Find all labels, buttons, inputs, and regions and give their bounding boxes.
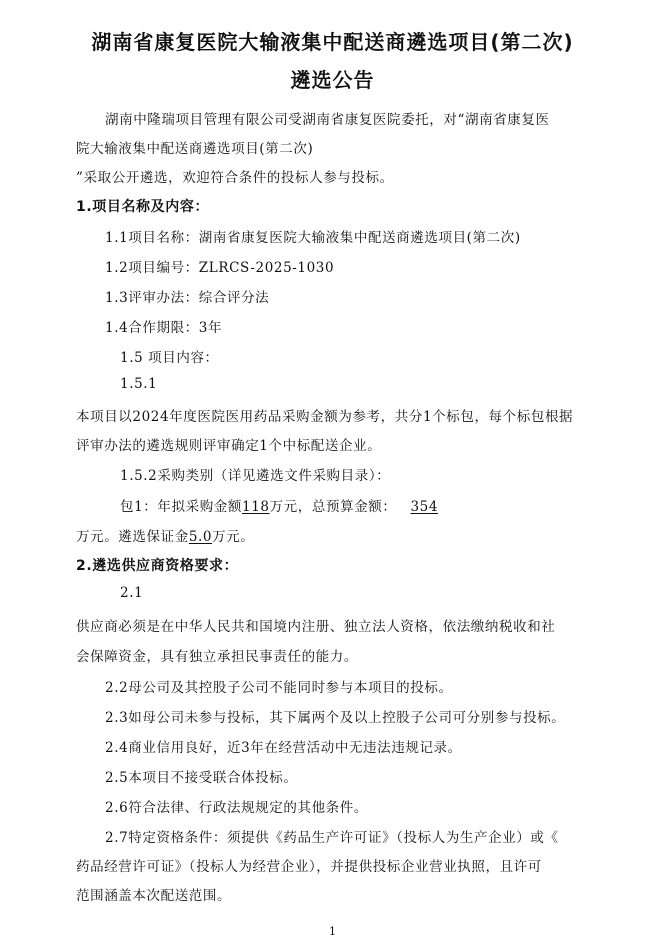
total-budget-field	[396, 499, 452, 515]
total-budget-value: 354	[410, 499, 439, 515]
item-2-6: 2.6符合法律、行政法规规定的其他条件。	[105, 800, 368, 816]
item-1-3: 1.3评审办法：综合评分法	[105, 290, 270, 306]
item-2-2: 2.2母公司及其控股子公司不能同时参与本项目的投标。	[105, 680, 453, 696]
item-2-1-text: 供应商必须是在中华人民共和国境内注册、独立法人资格，依法缴纳税收和社	[76, 619, 556, 635]
section-1-heading: 1.项目名称及内容：	[76, 199, 210, 215]
item-1-5-1-text: 评审办法的遴选规则评审确定1个中标配送企业。	[76, 438, 382, 454]
item-2-7-text: 药品经营许可证》（投标人为经营企业），并提供投标企业营业执照，且许可	[76, 859, 542, 875]
package-line	[120, 495, 452, 515]
item-1-5-1: 1.5.1	[120, 376, 158, 392]
intro-paragraph-line: ”采取公开遴选，欢迎符合条件的投标人参与投标。	[76, 170, 394, 186]
section-2-heading: 2.遴选供应商资格要求：	[76, 558, 239, 574]
item-2-7-text: 范围涵盖本次配送范围。	[76, 888, 232, 904]
item-2-1: 2.1	[120, 585, 144, 601]
package-prefix: 包1：年拟采购金额	[120, 499, 242, 515]
item-1-5-1-text: 本项目以2024年度医院医用药品采购金额为参考，共分1个标包，每个标包根据	[76, 409, 574, 425]
annual-amount-value: 118	[242, 499, 270, 515]
item-1-5-2: 1.5.2采购类别（详见遴选文件采购目录）：	[120, 468, 391, 484]
item-2-3: 2.3如母公司未参与投标，其下属两个及以上控股子公司可分别参与投标。	[105, 710, 566, 726]
item-2-7: 2.7特定资格条件：须提供《药品生产许可证》（投标人为生产企业）或《	[105, 830, 559, 846]
intro-paragraph-line: 湖南中隆瑞项目管理有限公司受湖南省康复医院委托，对“湖南省康复医	[105, 112, 550, 128]
deposit-suffix: 万元。	[212, 529, 255, 545]
document-subtitle: 遴选公告	[290, 68, 375, 92]
item-1-1: 1.1项目名称：湖南省康复医院大输液集中配送商遴选项目(第二次)	[105, 230, 521, 246]
intro-paragraph-line: 院大输液集中配送商遴选项目(第二次)	[76, 141, 314, 157]
deposit-value: 5.0	[188, 529, 213, 545]
deposit-line	[76, 525, 254, 545]
item-2-1-text: 会保障资金，具有独立承担民事责任的能力。	[76, 649, 358, 665]
item-2-5: 2.5本项目不接受联合体投标。	[105, 770, 298, 786]
document-title: 湖南省康复医院大输液集中配送商遴选项目(第二次)	[91, 30, 574, 54]
item-1-4: 1.4合作期限：3年	[105, 320, 223, 336]
item-1-2: 1.2项目编号：ZLRCS-2025-1030	[105, 260, 335, 276]
page-number: 1	[329, 925, 336, 938]
package-middle: 万元，总预算金额：	[269, 499, 397, 515]
item-1-5: 1.5 项目内容：	[120, 350, 219, 366]
item-2-4: 2.4商业信用良好，近3年在经营活动中无违法违规记录。	[105, 740, 462, 756]
deposit-prefix: 万元。遴选保证金	[76, 529, 189, 545]
